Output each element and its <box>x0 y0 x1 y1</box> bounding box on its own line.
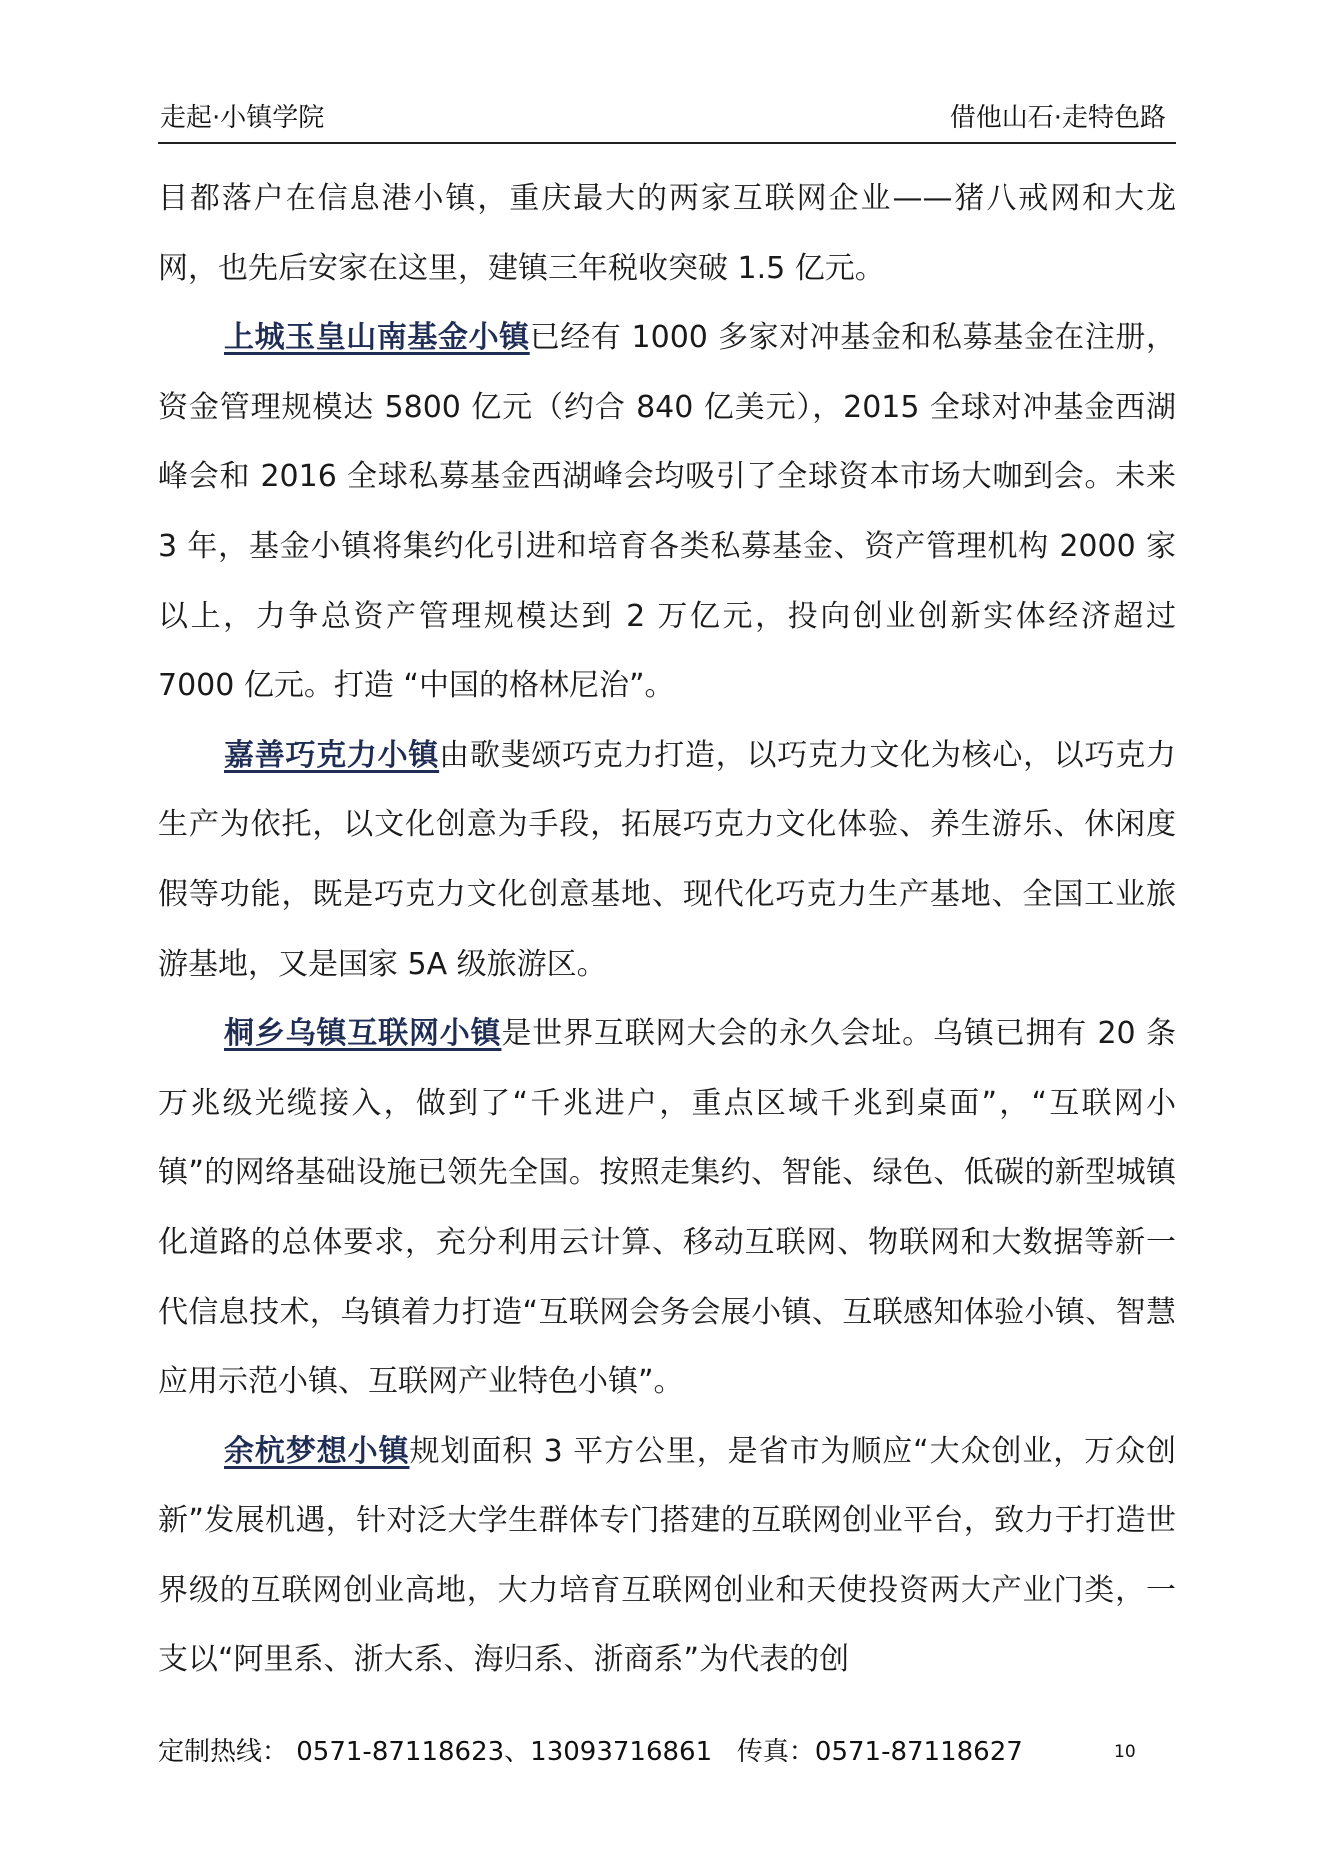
page-number: 10 <box>1114 1742 1136 1762</box>
footer-hotline: 定制热线： 0571-87118623、13093716861 传真：0571-87118627 <box>158 1737 1023 1767</box>
paragraph-yuhuangshan <box>158 303 1176 721</box>
paragraph-continuation: 目都落户在信息港小镇，重庆最大的两家互联网企业——猪八戒网和大龙网，也先后安家在这里，建镇三年税收突破 1.5 亿元。 <box>158 181 1176 286</box>
page-footer <box>158 1732 1176 1772</box>
paragraph-text-dream-town: 规划面积 3 平方公里，是省市为顺应“大众创业，万众创新”发展机遇，针对泛大学生群体专门搭建的互联网创业平台，致力于打造世界级的互联网创业高地，大力培育互联网创业和天使投资两大产业门类，一支以“阿里系、浙大系、海归系、浙商系”为代表的创 <box>158 1433 1177 1678</box>
header-left-title: 走起·小镇学院 <box>160 103 325 133</box>
paragraph-chocolate <box>158 721 1176 999</box>
town-name-dream-town: 余杭梦想小镇 <box>224 1433 410 1469</box>
town-name-yuhuangshan: 上城玉皇山南基金小镇 <box>224 320 530 356</box>
town-name-chocolate: 嘉善巧克力小镇 <box>224 737 440 773</box>
page-header <box>158 98 1176 144</box>
paragraph-wuzhen <box>158 999 1176 1417</box>
header-right-title: 借他山石·走特色路 <box>949 103 1166 133</box>
paragraph-text-chocolate: 由歌斐颂巧克力打造，以巧克力文化为核心，以巧克力生产为依托，以文化创意为手段，拓展巧克力文化体验、养生游乐、休闲度假等功能，既是巧克力文化创意基地、现代化巧克力生产基地、全国工业旅游基地，又是国家 5A 级旅游区。 <box>158 737 1177 982</box>
town-name-wuzhen: 桐乡乌镇互联网小镇 <box>224 1016 502 1052</box>
paragraph-text-yuhuangshan: 已经有 1000 多家对冲基金和私募基金在注册，资金管理规模达 5800 亿元（约合 840 亿美元），2015 全球对冲基金西湖峰会和 2016 全球私募基金西湖峰会均吸引了全球资本市场大咖到会。未来 3 年，基金小镇将集约化引进和培育各类私募基金、资产管理机构 2000 家以上，力争总资产管理规模达到 2 万亿元，投向创业创新实体经济超过 7000 亿元。打造 “中国的格林尼治”。 <box>158 320 1176 704</box>
paragraph-text-wuzhen: 是世界互联网大会的永久会址。乌镇已拥有 20 条万兆级光缆接入，做到了“千兆进户，重点区域千兆到桌面”，“互联网小镇”的网络基础设施已领先全国。按照走集约、智能、绿色、低碳的新型城镇化道路的总体要求，充分利用云计算、移动互联网、物联网和大数据等新一代信息技术，乌镇着力打造“互联网会务会展小镇、互联感知体验小镇、智慧应用示范小镇、互联网产业特色小镇”。 <box>158 1016 1177 1400</box>
paragraph-dream-town <box>158 1417 1176 1695</box>
document-body <box>158 164 1176 1695</box>
